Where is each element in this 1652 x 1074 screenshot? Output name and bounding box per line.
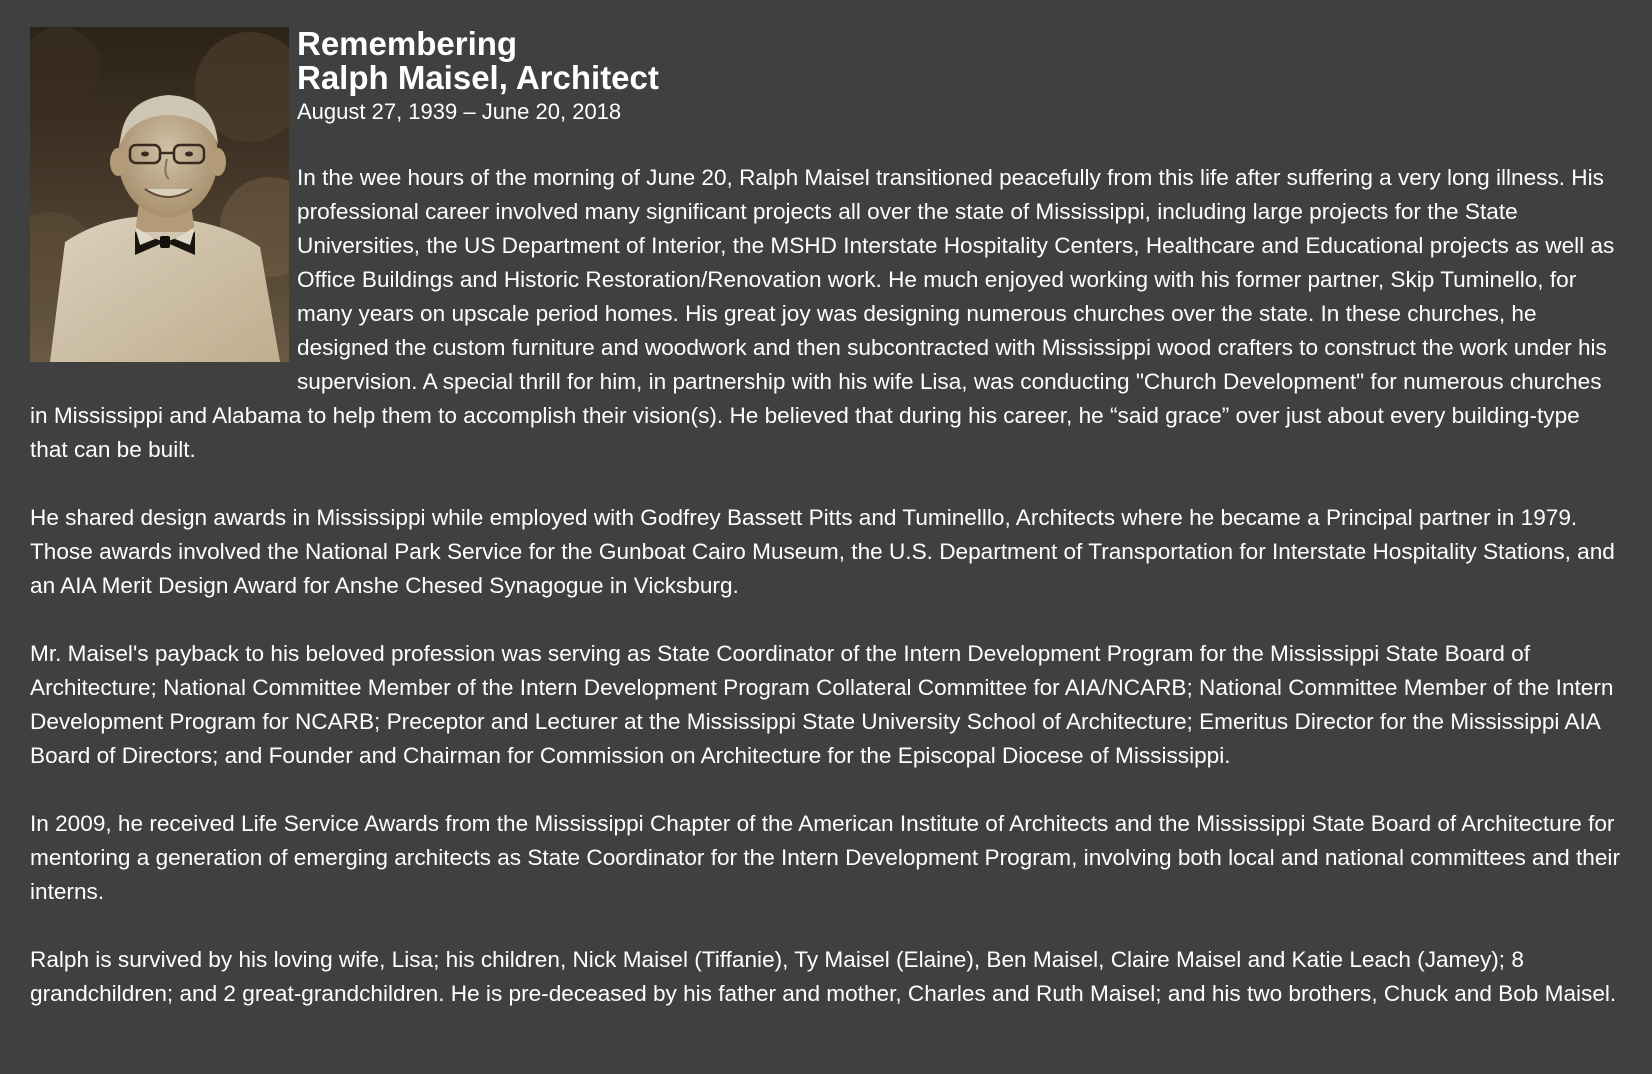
title-remembering: Remembering [297, 25, 518, 62]
paragraph-career: In the wee hours of the morning of June 20, Ralph Maisel transitioned peacefully from this life after suffering a very long illness. His professional career involved many significant projects all over the state of Mississippi, including large projects for the State Universities, the US Department of Interior, the MSHD Interstate Hospitality Centers, Healthcare and Educational projects as well as Office Buildings and Historic Restoration/Renovation work. He much enjoyed working with his former partner, Skip Tuminello, for many years on upscale period homes. His great joy was designing numerous churches over the state. In these churches, he designed the custom furniture and woodwork and then subcontracted with Mississippi wood crafters to construct the work under his supervision. A special thrill for him, in partnership with his wife Lisa, was conducting "Church Development" for numerous churches in Mississippi and Alabama to help them to accomplish their vision(s). He believed that during his career, he “said grace” over just about every building-type that can be built. [30, 165, 1615, 462]
paragraph-awards: He shared design awards in Mississippi while employed with Godfrey Bassett Pitts and Tuminelllo, Architects where he became a Principal partner in 1979. Those awards involved the National Park Service for the Gunboat Cairo Museum, the U.S. Department of Transportation for Interstate Hospitality Stations, and an AIA Merit Design Award for Anshe Chesed Synagogue in Vicksburg. [30, 505, 1615, 598]
paragraph-service: Mr. Maisel's payback to his beloved profession was serving as State Coordinator of the Intern Development Program for the Mississippi State Board of Architecture; National Committee Member of the Intern Development Program Collateral Committee for AIA/NCARB; National Committee Member of the Intern Development Program for NCARB; Preceptor and Lecturer at the Mississippi State University School of Architecture; Emeritus Director for the Mississippi AIA Board of Directors; and Founder and Chairman for Commission on Architecture for the Episcopal Diocese of Mississippi. [30, 641, 1614, 768]
title-name: Ralph Maisel, Architect [297, 59, 659, 96]
life-dates: August 27, 1939 – June 20, 2018 [297, 99, 622, 124]
portrait-photo [30, 27, 289, 362]
paragraph-life-service-awards: In 2009, he received Life Service Awards from the Mississippi Chapter of the American Institute of Architects and the Mississippi State Board of Architecture for mentoring a generation of emerging architects as State Coordinator for the Intern Development Program, involving both local and national committees and their interns. [30, 811, 1620, 904]
paragraph-survivors: Ralph is survived by his loving wife, Lisa; his children, Nick Maisel (Tiffanie), Ty Maisel (Elaine), Ben Maisel, Claire Maisel and Katie Leach (Jamey); 8 grandchildren; and 2 great-grandchildren. He is pre-deceased by his father and mother, Charles and Ruth Maisel; and his two brothers, Chuck and Bob Maisel. [30, 947, 1617, 1006]
portrait-illustration [30, 27, 289, 362]
